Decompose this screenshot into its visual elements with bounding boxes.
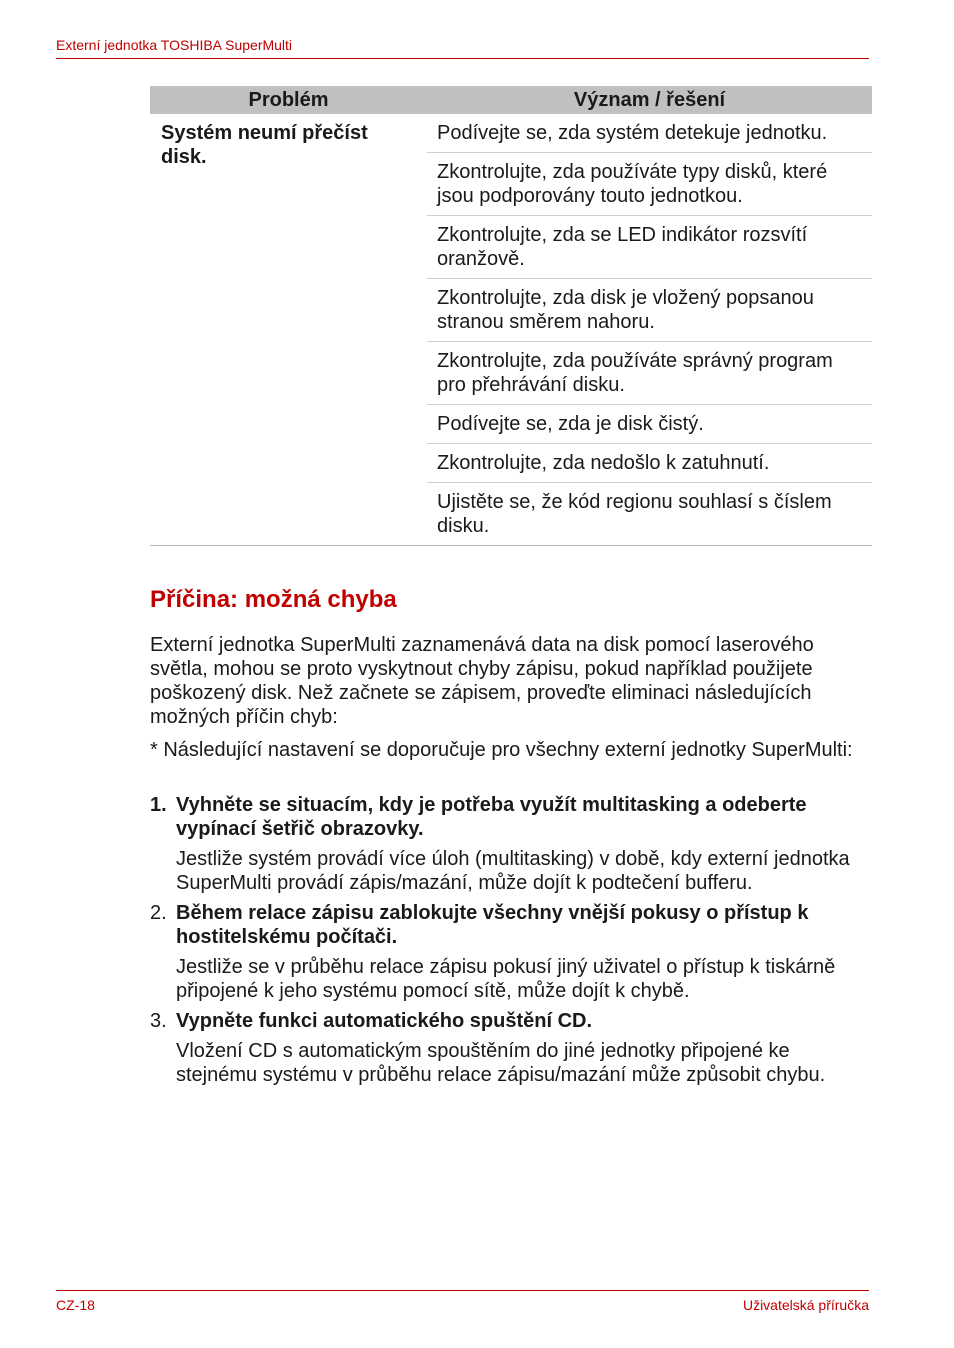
solution-cell: Ujistěte se, že kód regionu souhlasí s číslem disku.	[427, 483, 872, 546]
table-header-row	[150, 86, 872, 114]
header-divider	[56, 58, 869, 59]
list-item-description: Vložení CD s automatickým spouštěním do jiné jednotky připojené ke stejnému systému v průběhu relace zápisu/mazání může způsobit chybu.	[176, 1040, 826, 1086]
column-header-solution: Význam / řešení	[427, 86, 872, 114]
problem-cell: Systém neumí přečíst disk.	[150, 114, 427, 546]
solution-cell: Zkontrolujte, zda nedošlo k zatuhnutí.	[427, 444, 872, 483]
table-row	[150, 114, 872, 153]
list-item	[150, 1009, 870, 1087]
list-item-number: 3.	[150, 1010, 167, 1032]
list-item-description: Jestliže systém provádí více úloh (multitasking) v době, kdy externí jednotka SuperMulti provádí zápis/mazání, může dojít k podtečení bufferu.	[176, 848, 850, 894]
list-item-number: 2.	[150, 902, 167, 924]
list-item-title: Během relace zápisu zablokujte všechny vnější pokusy o přístup k hostitelskému počítači.	[176, 902, 809, 948]
section-heading: Příčina: možná chyba	[150, 586, 397, 613]
list-item	[150, 901, 870, 1003]
list-item	[150, 793, 870, 895]
note-paragraph: * Následující nastavení se doporučuje pro všechny externí jednotky SuperMulti:	[150, 739, 853, 761]
numbered-list	[150, 793, 870, 1093]
column-header-problem: Problém	[150, 86, 427, 114]
solution-cell: Zkontrolujte, zda používáte správný program pro přehrávání disku.	[427, 342, 872, 405]
intro-paragraph: Externí jednotka SuperMulti zaznamenává data na disk pomocí laserového světla, mohou se proto vyskytnout chyby zápisu, pokud například použijete poškozený disk. Než začnete se zápisem, proveďte eliminaci následujících možných příčin chyb:	[150, 634, 814, 728]
solution-cell: Podívejte se, zda systém detekuje jednotku.	[427, 114, 872, 153]
list-item-number: 1.	[150, 794, 167, 816]
page-number: CZ-18	[56, 1297, 95, 1313]
list-item-title: Vypněte funkci automatického spuštění CD.	[176, 1010, 593, 1032]
solution-cell: Zkontrolujte, zda používáte typy disků, které jsou podporovány touto jednotkou.	[427, 153, 872, 216]
solution-cell: Zkontrolujte, zda disk je vložený popsanou stranou směrem nahoru.	[427, 279, 872, 342]
manual-title: Uživatelská příručka	[742, 1297, 869, 1313]
running-header: Externí jednotka TOSHIBA SuperMulti	[56, 37, 293, 53]
list-item-description: Jestliže se v průběhu relace zápisu pokusí jiný uživatel o přístup k tiskárně připojené k jeho systému pomocí sítě, může dojít k chybě.	[176, 956, 836, 1002]
troubleshooting-table	[150, 86, 872, 546]
solution-cell: Zkontrolujte, zda se LED indikátor rozsvítí oranžově.	[427, 216, 872, 279]
solution-cell: Podívejte se, zda je disk čistý.	[427, 405, 872, 444]
footer-divider	[56, 1290, 869, 1291]
list-item-title: Vyhněte se situacím, kdy je potřeba využít multitasking a odeberte vypínací šetřič obrazovky.	[176, 794, 807, 840]
